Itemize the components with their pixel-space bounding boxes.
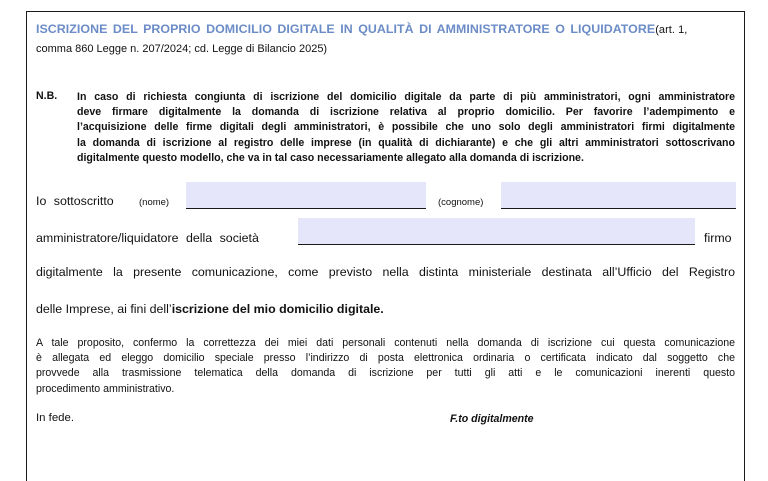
signature-text: F.to digitalmente	[450, 413, 534, 425]
body-line: A tale proposito, confermo la correttezza dei miei dati personali contenuti nella domanda di iscrizione cui questa comunicazione	[36, 337, 735, 349]
document-title: ISCRIZIONE DEL PROPRIO DOMICILIO DIGITALE IN QUALITÀ DI AMMINISTRATORE O LIQUIDATORE	[36, 22, 656, 36]
document-title-line	[36, 22, 687, 36]
nome-input[interactable]	[186, 182, 426, 208]
note-text	[77, 90, 735, 166]
note-line: deve firmare digitalmente la domanda di iscrizione relativa al proprio domicilio. Per favorire l’adempimento e	[77, 106, 735, 119]
cognome-input[interactable]	[501, 182, 736, 208]
note-line: digitalmente questo modello, che va in tal caso necessariamente allegato alla domanda di iscrizione.	[77, 151, 584, 164]
declaration-line-1: digitalmente la presente comunicazione, come previsto nella distinta ministeriale destinata all’Ufficio del Registro	[36, 265, 735, 279]
declaration-bold: iscrizione del mio domicilio digitale.	[171, 302, 384, 316]
nome-field[interactable]	[186, 182, 426, 209]
signer-label: Io sottoscritto	[36, 194, 114, 208]
cognome-label: (cognome)	[438, 197, 484, 208]
firmo-label: firmo	[704, 231, 732, 245]
body-line: procedimento amministrativo.	[36, 382, 175, 395]
closing-text: In fede.	[36, 412, 74, 424]
declaration-prefix: delle Imprese, ai fini dell’	[36, 302, 172, 316]
note-line: In caso di richiesta congiunta di iscrizione del domicilio digitale da parte di più amministratori, ogni amministratore	[77, 91, 735, 103]
body-line: è allegata ed eleggo domicilio speciale presso l’indirizzo di posta elettronica ordinaria o certificata indicato dal soggetto che	[36, 352, 735, 365]
societa-input[interactable]	[298, 218, 695, 244]
note-line: la domanda di iscrizione al registro delle imprese (in qualità di dichiarante) e che gli altri amministratori sottoscrivano	[77, 136, 735, 149]
note-label: N.B.	[36, 90, 58, 102]
company-label: amministratore/liquidatore della società	[36, 231, 259, 245]
title-reference: (art. 1,	[655, 24, 688, 36]
document-subtitle: comma 860 Legge n. 207/2024; cd. Legge di Bilancio 2025)	[36, 43, 328, 55]
cognome-field[interactable]	[501, 182, 736, 209]
nome-label: (nome)	[139, 197, 170, 208]
note-line: l’acquisizione delle firme digitali degli amministratori, è possibile che uno solo degli amministratori firmi digitalmente	[77, 121, 735, 134]
declaration-line-2	[36, 302, 384, 316]
confirmation-paragraph	[36, 336, 735, 397]
document-frame	[26, 11, 745, 481]
societa-field[interactable]	[298, 218, 695, 245]
body-line: provvede alla trasmissione telematica della domanda di iscrizione per tutti gli atti e le comunicazioni inerenti questo	[36, 367, 735, 380]
